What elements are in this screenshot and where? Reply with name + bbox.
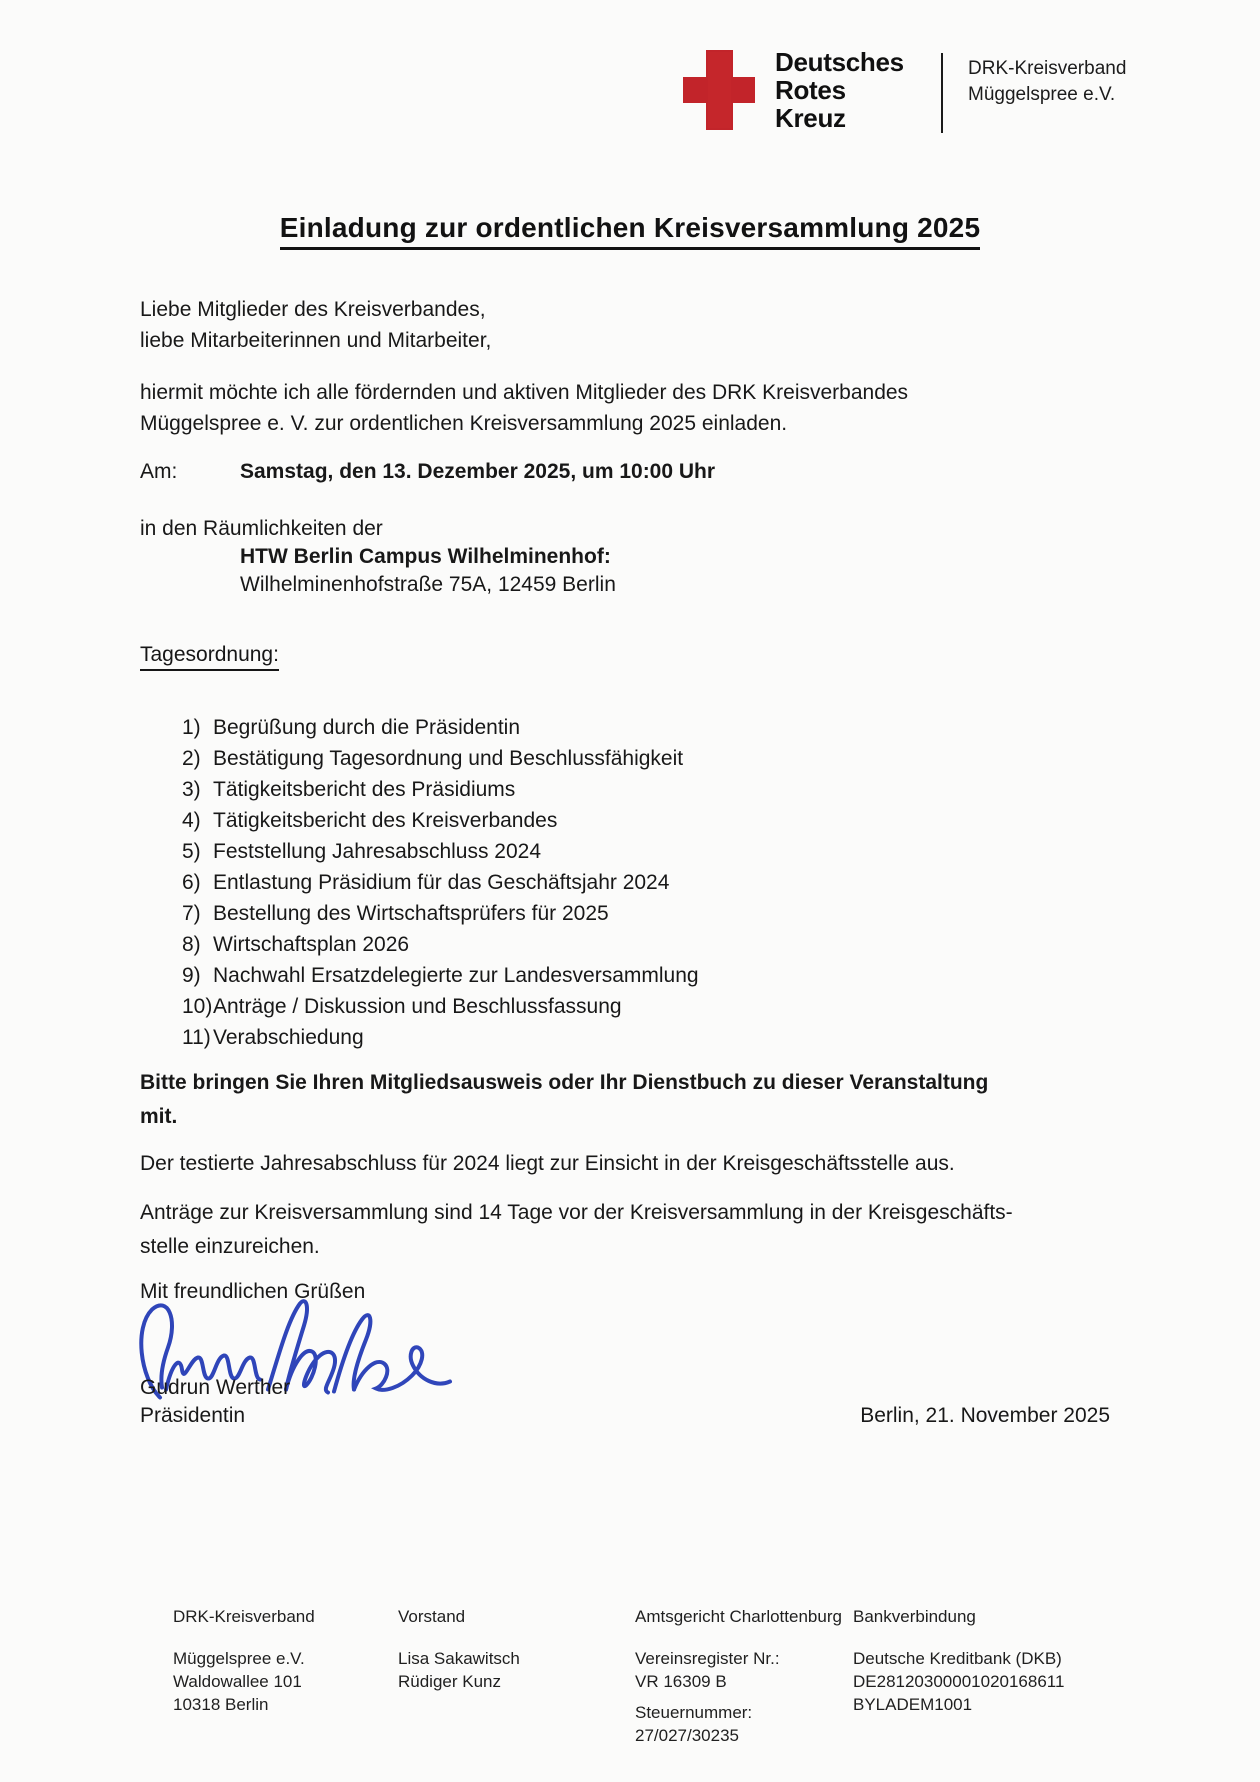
agenda-item-number: 1) (182, 716, 201, 739)
agenda-item-text: Nachwahl Ersatzdelegierte zur Landesversammlung (213, 964, 699, 987)
agenda-heading-row (140, 643, 279, 671)
org-line: Müggelspree e.V. (968, 84, 1116, 105)
footer-line: Lisa Sakawitsch (398, 1649, 520, 1668)
footer-col-organization (173, 1605, 315, 1716)
place-date: Berlin, 21. November 2025 (860, 1404, 1110, 1427)
footer-line: Deutsche Kreditbank (DKB) (853, 1649, 1062, 1668)
agenda-item-number: 6) (182, 871, 201, 894)
agenda-item-number: 7) (182, 902, 201, 925)
agenda-item-number: 2) (182, 747, 201, 770)
agenda-item-number: 10) (182, 995, 213, 1018)
signature-dateline-row (140, 1400, 1110, 1431)
agenda-item (182, 743, 699, 774)
agenda-item-text: Feststellung Jahresabschluss 2024 (213, 840, 542, 863)
footer-line: Müggelspree e.V. (173, 1649, 305, 1668)
venue-address: Wilhelminenhofstraße 75A, 12459 Berlin (240, 573, 616, 596)
org-name-block (968, 56, 1126, 108)
salutation-line: Liebe Mitglieder des Kreisverbandes, (140, 298, 486, 321)
footer-line: Waldowallee 101 (173, 1672, 302, 1691)
footer-col-title: Bankverbindung (853, 1607, 976, 1626)
header-divider (941, 53, 943, 133)
motions-paragraph (140, 1196, 1013, 1264)
footer-col-board (398, 1605, 520, 1693)
closing-phrase: Mit freundlichen Grüßen (140, 1280, 366, 1303)
agenda-item-number: 11) (182, 1026, 211, 1049)
footer-col-registry (635, 1605, 842, 1747)
agenda-item-text: Entlastung Präsidium für das Geschäftsjahr 2024 (213, 871, 670, 894)
footer-col-title: Amtsgericht Charlottenburg (635, 1607, 842, 1626)
footer-tax-label: Steuernummer: (635, 1703, 753, 1722)
agenda-item-text: Begrüßung durch die Präsidentin (213, 716, 521, 739)
agenda-item-number: 4) (182, 809, 201, 832)
footer-line: Vereinsregister Nr.: (635, 1649, 780, 1668)
audit-paragraph: Der testierte Jahresabschluss für 2024 liegt zur Einsicht in der Kreisgeschäftsstelle aus. (140, 1152, 955, 1175)
footer-col-bank (853, 1605, 1064, 1716)
org-line: DRK-Kreisverband (968, 58, 1127, 79)
salutation-line: liebe Mitarbeiterinnen und Mitarbeiter, (140, 329, 492, 352)
venue-name: HTW Berlin Campus Wilhelminenhof: (240, 545, 611, 568)
red-cross-logo (683, 50, 755, 135)
agenda-item-number: 5) (182, 840, 201, 863)
notice-line: Bitte bringen Sie Ihren Mitgliedsausweis oder Ihr Dienstbuch zu dieser Veranstaltung (140, 1071, 989, 1094)
agenda-item (182, 1022, 699, 1053)
intro-paragraph (140, 377, 908, 439)
agenda-item (182, 836, 699, 867)
agenda-item (182, 867, 699, 898)
intro-line: hiermit möchte ich alle fördernden und aktiven Mitglieder des DRK Kreisverbandes (140, 381, 909, 404)
notice-line: mit. (140, 1105, 178, 1128)
motions-line: Anträge zur Kreisversammlung sind 14 Tage vor der Kreisversammlung in der Kreisgeschäfts- (140, 1201, 1013, 1224)
brand-line: Deutsches (775, 47, 904, 77)
agenda-item-number: 8) (182, 933, 201, 956)
notice-bold (140, 1066, 988, 1134)
salutation (140, 294, 491, 356)
footer-line: VR 16309 B (635, 1672, 727, 1691)
motions-line: stelle einzureichen. (140, 1235, 320, 1258)
agenda-item (182, 898, 699, 929)
agenda-item (182, 805, 699, 836)
agenda-item (182, 929, 699, 960)
agenda-heading: Tagesordnung: (140, 643, 279, 671)
agenda-item (182, 774, 699, 805)
page-title: Einladung zur ordentlichen Kreisversammlung 2025 (280, 212, 980, 250)
signer-name: Gudrun Werther (140, 1376, 291, 1399)
footer-line: 10318 Berlin (173, 1695, 269, 1714)
agenda-item-number: 3) (182, 778, 201, 801)
agenda-item-text: Verabschiedung (213, 1026, 364, 1049)
agenda-item-text: Tätigkeitsbericht des Präsidiums (213, 778, 516, 801)
agenda-item (182, 991, 699, 1022)
agenda-item-number: 9) (182, 964, 201, 987)
agenda-item-text: Anträge / Diskussion und Beschlussfassung (213, 995, 622, 1018)
intro-line: Müggelspree e. V. zur ordentlichen Kreisversammlung 2025 einladen. (140, 412, 788, 435)
agenda-item (182, 712, 699, 743)
agenda-item-text: Bestätigung Tagesordnung und Beschlussfähigkeit (213, 747, 684, 770)
agenda-item-text: Bestellung des Wirtschaftsprüfers für 2025 (213, 902, 609, 925)
footer-tax-value: 27/027/30235 (635, 1726, 739, 1745)
brand-line: Kreuz (775, 103, 846, 133)
date-value: Samstag, den 13. Dezember 2025, um 10:00 Uhr (240, 460, 716, 483)
footer-line: DE28120300001020168611 (853, 1672, 1065, 1691)
signer-role: Präsidentin (140, 1404, 246, 1427)
agenda-item-text: Tätigkeitsbericht des Kreisverbandes (213, 809, 558, 832)
agenda-item (182, 960, 699, 991)
venue-intro: in den Räumlichkeiten der (140, 517, 383, 540)
brand-line: Rotes (775, 75, 846, 105)
red-cross-icon (683, 50, 755, 130)
footer-col-title: DRK-Kreisverband (173, 1607, 315, 1626)
agenda-item-text: Wirtschaftsplan 2026 (213, 933, 410, 956)
footer-line: Rüdiger Kunz (398, 1672, 502, 1691)
brand-wordmark (775, 48, 904, 132)
title-row (0, 212, 1260, 250)
footer-col-title: Vorstand (398, 1607, 466, 1626)
footer-line: BYLADEM1001 (853, 1695, 973, 1714)
date-label: Am: (140, 460, 178, 483)
agenda-list (182, 712, 699, 1053)
